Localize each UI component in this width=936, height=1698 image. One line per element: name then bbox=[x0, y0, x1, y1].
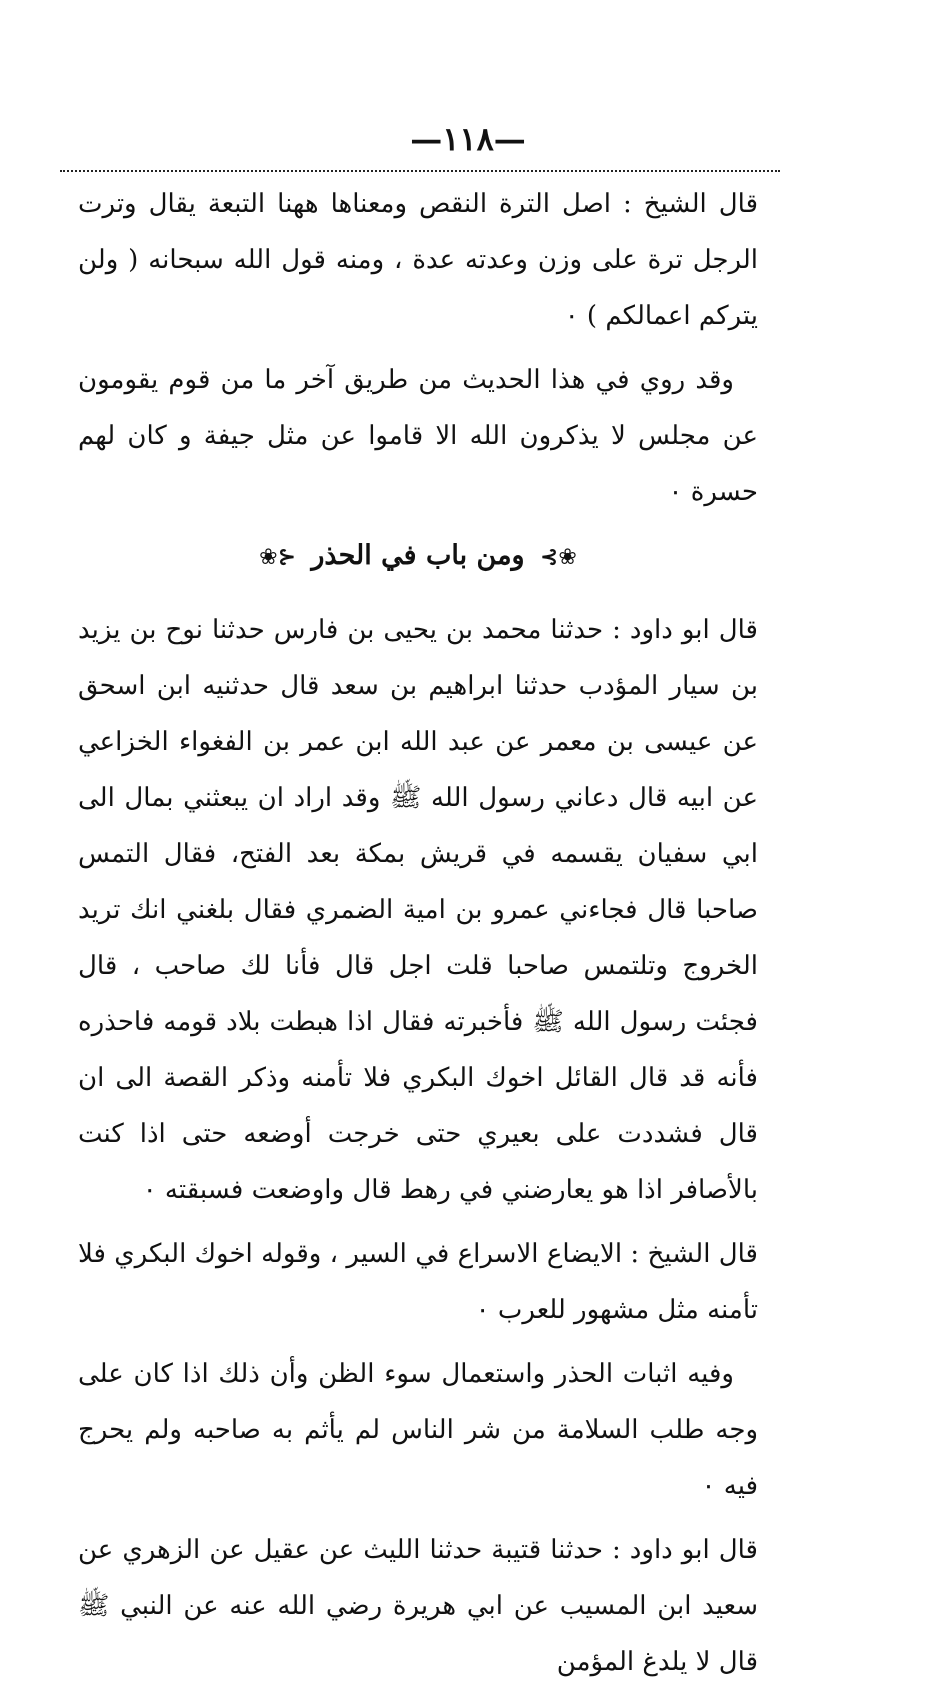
section-heading bbox=[78, 528, 758, 586]
section-heading-text: ومن باب في الحذر bbox=[311, 540, 525, 571]
header-dotted-rule bbox=[60, 170, 780, 172]
paragraph-5: وفيه اثبات الحذر واستعمال سوء الظن وأن ذلك اذا كان على وجه طلب السلامة من شر الناس لم يأثم به صاحبه ولم يحرج فيه ٠ bbox=[78, 1359, 758, 1501]
heading-ornament-left: ⊰❀ bbox=[259, 545, 296, 570]
heading-ornament-right: ❀⊱ bbox=[540, 545, 577, 570]
paragraph-2: وقد روي في هذا الحديث من طريق آخر ما من قوم يقومون عن مجلس لا يذكرون الله الا قاموا عن مثل جيفة و كان لهم حسرة ٠ bbox=[78, 365, 758, 507]
paragraph-3: قال ابو داود : حدثنا محمد بن يحيى بن فارس حدثنا نوح بن يزيد بن سيار المؤدب حدثنا ابراهيم بن سعد قال حدثنيه ابن اسحق عن عيسى بن معمر عن عبد الله ابن عمر بن الفغواء الخزاعي عن ابيه قال دعاني رسول الله ﷺ وقد اراد ان يبعثني بمال الى ابي سفيان يقسمه في قريش بمكة بعد الفتح، فقال التمس صاحبا قال فجاءني عمرو بن امية الضمري فقال بلغني انك تريد الخروج وتلتمس صاحبا قلت اجل قال فأنا لك صاحب ، قال فجئت رسول الله ﷺ فأخبرته فقال اذا هبطت بلاد قومه فاحذره فأنه قد قال القائل اخوك البكري فلا تأمنه وذكر القصة الى ان قال فشددت على بعيري حتى خرجت أوضعه حتى اذا كنت بالأصافر اذا هو يعارضني في رهط قال واوضعت فسبقته ٠ bbox=[78, 615, 758, 1205]
paragraph-4: قال الشيخ : الايضاع الاسراع في السير ، وقوله اخوك البكري فلا تأمنه مثل مشهور للعرب ٠ bbox=[78, 1239, 758, 1325]
paragraph-1: قال الشيخ : اصل الترة النقص ومعناها ههنا التبعة يقال وترت الرجل ترة على وزن وعدته عدة ، ومنه قول الله سبحانه ( ولن يتركم اعمالكم ) ٠ bbox=[78, 189, 758, 331]
paragraph-6: قال ابو داود : حدثنا قتيبة حدثنا الليث عن عقيل عن الزهري عن سعيد ابن المسيب عن ابي هريرة رضي الله عنه عن النبي ﷺ قال لا يلدغ المؤمن bbox=[78, 1535, 758, 1677]
page-number: —١١٨— bbox=[410, 120, 526, 158]
body-text bbox=[78, 176, 758, 1698]
